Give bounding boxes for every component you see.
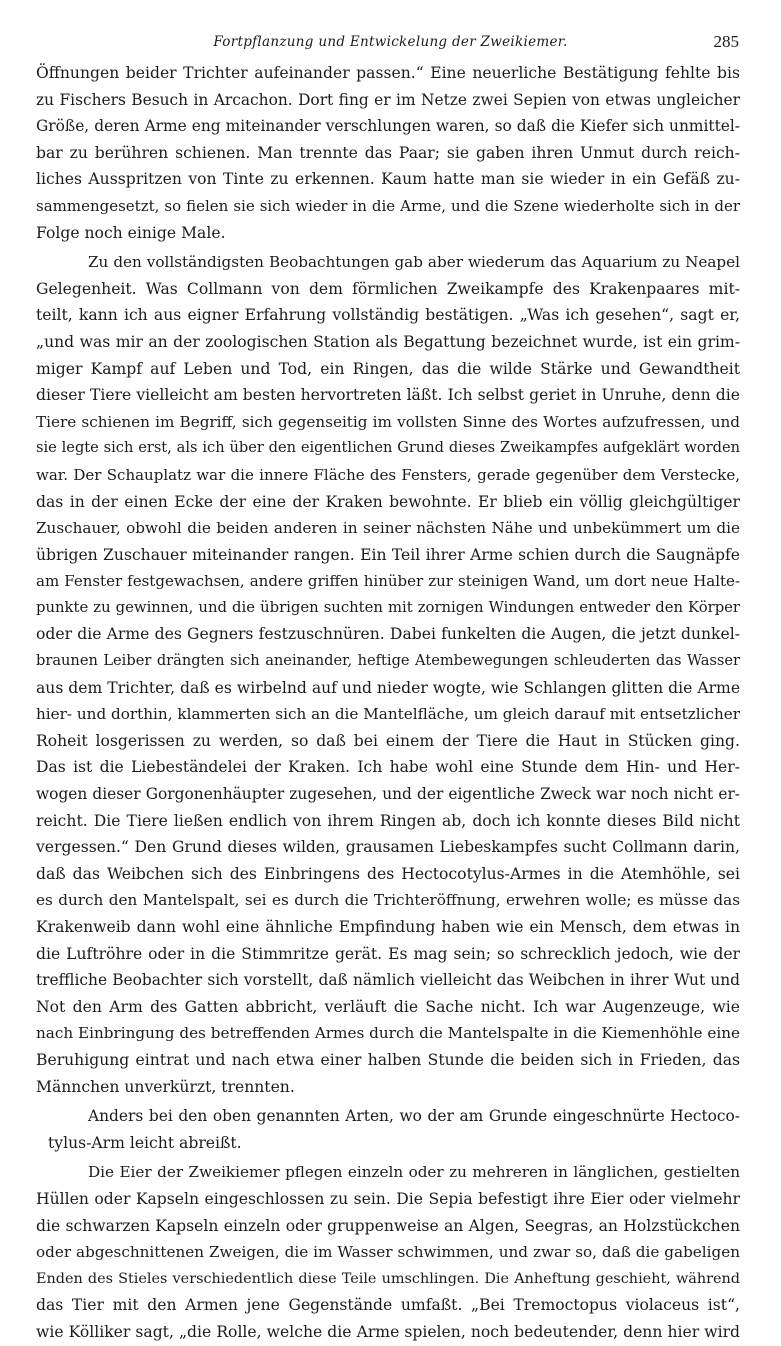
text-line: liches Ausspritzen von Tinte zu erkennen. Kaum hatte man sie wieder in ein Gefäß zu-	[36, 170, 740, 189]
text-line: miger Kampf auf Leben und Tod, ein Ringen, das die wilde Stärke und Gewandtheit	[36, 359, 740, 378]
text-line: „und was mir an der zoologischen Station als Begattung bezeichnet wurde, ist ein grim-	[36, 332, 740, 351]
text-line: oder die Arme des Gegners festzuschnüren. Dabei funkelten die Augen, die jetzt dunkel-	[36, 625, 740, 644]
text-line: dieser Tiere vielleicht am besten hervortreten läßt. Ich selbst geriet in Unruhe, denn die	[36, 386, 740, 405]
text-line: wie Kölliker sagt, „die Rolle, welche die Arme spielen, noch bedeutender, denn hier wird	[36, 1322, 740, 1341]
text-line: vergessen.“ Den Grund dieses wilden, grausamen Liebeskampfes sucht Collmann darin,	[36, 838, 740, 857]
paragraph	[36, 60, 740, 246]
page-number: 285	[713, 32, 739, 51]
body-text	[36, 60, 740, 1346]
text-line: die schwarzen Kapseln einzeln oder gruppenweise an Algen, Seegras, an Holzstückchen	[36, 1216, 740, 1235]
paragraph	[36, 1103, 740, 1156]
text-line: nach Einbringung des betreffenden Armes durch die Mantelspalte in die Kiemenhöhle eine	[36, 1024, 740, 1043]
text-line: das in der einen Ecke der eine der Kraken bewohnte. Er blieb ein völlig gleichgültiger	[36, 492, 740, 511]
text-line: bar zu berühren schienen. Man trennte das Paar; sie gaben ihren Unmut durch reich-	[36, 143, 740, 162]
text-line: Zu den vollständigsten Beobachtungen gab aber wiederum das Aquarium zu Neapel	[88, 253, 740, 272]
running-head	[40, 30, 741, 56]
text-line: das Tier mit den Armen jene Gegenstände umfaßt. „Bei Tremoctopus violaceus ist“,	[36, 1296, 740, 1315]
text-line: am Fenster festgewachsen, andere griffen hinüber zur steinigen Wand, um dort neue Halte-	[36, 572, 740, 591]
text-line: teilt, kann ich aus eigner Erfahrung vollständig bestätigen. „Was ich gesehen“, sagt er,	[36, 306, 740, 325]
paragraph	[36, 249, 740, 1100]
text-line: braunen Leiber drängten sich aneinander, heftige Atembewegungen schleuderten das Wasser	[36, 652, 740, 670]
text-line: punkte zu gewinnen, und die übrigen suchten mit zornigen Windungen entweder den Körper	[36, 598, 740, 616]
text-line: Das ist die Liebeständelei der Kraken. Ich habe wohl eine Stunde dem Hin- und Her-	[36, 758, 740, 777]
text-line: Gelegenheit. Was Collmann von dem förmlichen Zweikampfe des Krakenpaares mit-	[36, 279, 740, 298]
text-line: Krakenweib dann wohl eine ähnliche Empfindung haben wie ein Mensch, dem etwas in	[36, 918, 740, 936]
text-line: wogen dieser Gorgonenhäupter zugesehen, und der eigentliche Zweck war noch nicht er-	[36, 785, 740, 804]
text-line: zu Fischers Besuch in Arcachon. Dort fing er im Netze zwei Sepien von etwas ungleicher	[36, 90, 740, 109]
text-line: tylus-Arm leicht abreißt.	[48, 1133, 242, 1152]
paragraph	[36, 1159, 740, 1345]
text-line: war. Der Schauplatz war die innere Fläche des Fensters, gerade gegenüber dem Verstecke,	[36, 465, 740, 484]
text-line: Beruhigung eintrat und nach etwa einer halben Stunde die beiden sich in Frieden, das	[36, 1050, 740, 1069]
text-line: oder abgeschnittenen Zweigen, die im Wasser schwimmen, und zwar so, daß die gabeligen	[36, 1243, 740, 1262]
text-line: reicht. Die Tiere ließen endlich von ihrem Ringen ab, doch ich konnte dieses Bild nicht	[36, 811, 740, 830]
text-line: sammengesetzt, so fielen sie sich wieder in die Arme, und die Szene wiederholte sich in der	[36, 196, 740, 215]
text-line: übrigen Zuschauer miteinander rangen. Ein Teil ihrer Arme schien durch die Saugnäpfe	[36, 545, 740, 564]
text-line: Größe, deren Arme eng miteinander verschlungen waren, so daß die Kiefer sich unmittel-	[36, 117, 740, 136]
text-line: Not den Arm des Gatten abbricht, verläuft die Sache nicht. Ich war Augenzeuge, wie	[36, 997, 740, 1016]
text-line: hier- und dorthin, klammerten sich an die Mantelfläche, um gleich darauf mit entsetzlicher	[36, 705, 740, 724]
text-line: Anders bei den oben genannten Arten, wo der am Grunde eingeschnürte Hectoco-	[88, 1107, 740, 1126]
text-line: aus dem Trichter, daß es wirbelnd auf und nieder wogte, wie Schlangen glitten die Arme	[36, 678, 740, 697]
text-line: Öffnungen beider Trichter aufeinander passen.“ Eine neuerliche Bestätigung fehlte bis	[36, 64, 740, 82]
text-line: Zuschauer, obwohl die beiden anderen in seiner nächsten Nähe und unbekümmert um die	[36, 519, 740, 538]
text-line: es durch den Mantelspalt, sei es durch die Trichteröffnung, erwehren wolle; es müsse das	[36, 891, 740, 910]
text-line: Enden des Stieles verschiedentlich diese Teile umschlingen. Die Anheftung geschieht, während	[36, 1270, 740, 1287]
running-title: Fortpflanzung und Entwickelung der Zweikiemer.	[213, 34, 568, 50]
text-line: treffliche Beobachter sich vorstellt, daß nämlich vielleicht das Weibchen in ihrer Wut und	[36, 971, 740, 990]
text-line: Folge noch einige Male.	[36, 223, 226, 242]
text-line: Männchen unverkürzt, trennten.	[36, 1077, 295, 1096]
text-line: Roheit losgerissen zu werden, so daß bei einem der Tiere die Haut in Stücken ging.	[36, 731, 740, 750]
text-line: Hüllen oder Kapseln eingeschlossen zu sein. Die Sepia befestigt ihre Eier oder vielmehr	[36, 1189, 740, 1208]
text-line: daß das Weibchen sich des Einbringens des Hectocotylus-Armes in die Atemhöhle, sei	[36, 864, 740, 883]
text-line: sie legte sich erst, als ich über den eigentlichen Grund dieses Zweikampfes aufgeklärt worden	[36, 439, 740, 457]
text-line: die Luftröhre oder in die Stimmritze gerät. Es mag sein; so schrecklich jedoch, wie der	[36, 944, 740, 963]
text-line: Tiere schienen im Begriff, sich gegenseitig im vollsten Sinne des Wortes aufzufressen, und	[36, 412, 740, 431]
text-line: Die Eier der Zweikiemer pflegen einzeln oder zu mehreren in länglichen, gestielten	[88, 1163, 740, 1182]
